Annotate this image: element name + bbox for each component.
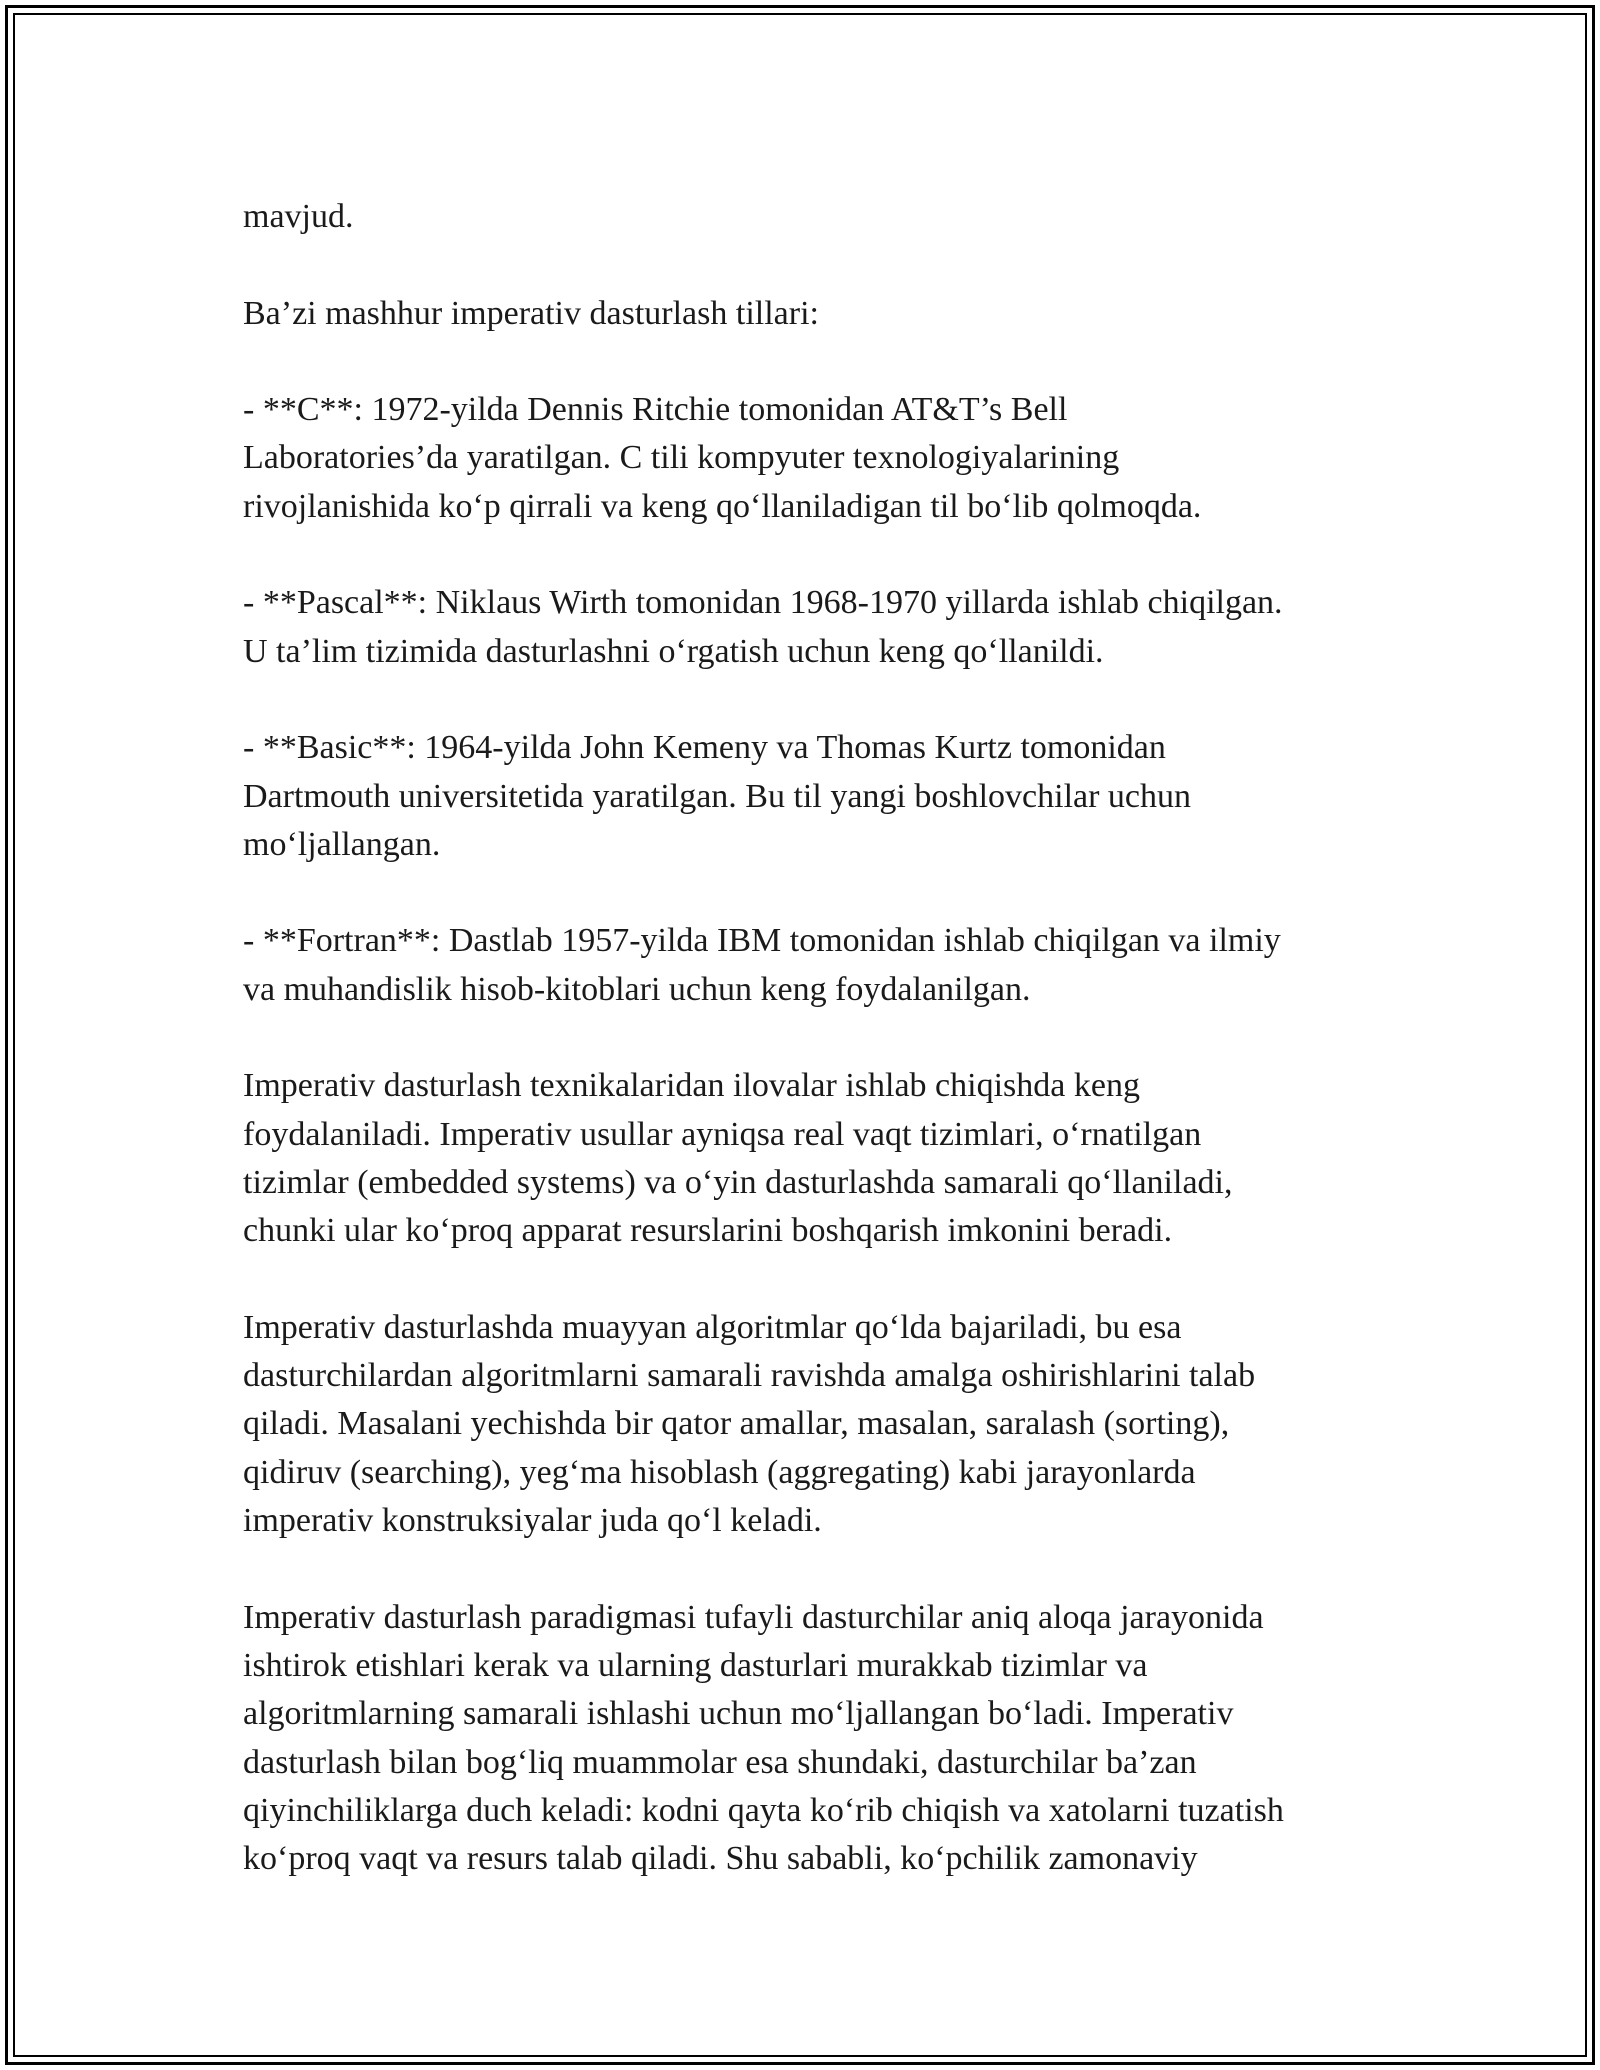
- text-line: - **Fortran**: Dastlab 1957-yilda IBM tomonidan ishlab chiqilgan va ilmiy: [243, 922, 1281, 960]
- text-line: qiladi. Masalani yechishda bir qator amallar, masalan, saralash (sorting),: [243, 1405, 1230, 1443]
- text-line: dasturchilardan algoritmlarni samarali ravishda amalga oshirishlarini talab: [243, 1357, 1256, 1395]
- text-line: qidiruv (searching), yeg‘ma hisoblash (aggregating) kabi jarayonlarda: [243, 1453, 1196, 1491]
- paragraph: [243, 1062, 1403, 1255]
- text-line: ko‘proq vaqt va resurs talab qiladi. Shu sababli, ko‘pchilik zamonaviy: [243, 1840, 1198, 1878]
- text-line: foydalaniladi. Imperativ usullar ayniqsa real vaqt tizimlari, o‘rnatilgan: [243, 1115, 1202, 1153]
- text-line: - **Pascal**: Niklaus Wirth tomonidan 1968-1970 yillarda ishlab chiqilgan.: [243, 584, 1283, 622]
- text-line: Ba’zi mashhur imperativ dasturlash tillari:: [243, 294, 819, 332]
- paragraph: [243, 1304, 1403, 1545]
- text-line: Imperativ dasturlash paradigmasi tufayli dasturchilar aniq aloqa jarayonida: [243, 1598, 1264, 1636]
- paragraph: [243, 579, 1403, 676]
- document-body: [243, 193, 1403, 1932]
- text-line: qiyinchiliklarga duch keladi: kodni qayta ko‘rib chiqish va xatolarni tuzatish: [243, 1791, 1284, 1829]
- text-line: rivojlanishida ko‘p qirrali va keng qo‘llaniladigan til bo‘lib qolmoqda.: [243, 487, 1202, 525]
- paragraph: [243, 724, 1403, 869]
- text-line: tizimlar (embedded systems) va o‘yin dasturlashda samarali qo‘llaniladi,: [243, 1163, 1233, 1201]
- paragraph: [243, 290, 1403, 338]
- text-line: - **Basic**: 1964-yilda John Kemeny va Thomas Kurtz tomonidan: [243, 729, 1166, 767]
- paragraph: [243, 1594, 1403, 1884]
- text-line: algoritmlarning samarali ishlashi uchun mo‘ljallangan bo‘ladi. Imperativ: [243, 1695, 1234, 1733]
- text-line: va muhandislik hisob-kitoblari uchun keng foydalanilgan.: [243, 970, 1031, 1008]
- paragraph: [243, 917, 1403, 1014]
- text-line: chunki ular ko‘proq apparat resurslarini boshqarish imkonini beradi.: [243, 1212, 1173, 1250]
- text-line: U ta’lim tizimida dasturlashni o‘rgatish uchun keng qo‘llanildi.: [243, 632, 1104, 670]
- text-line: mavjud.: [243, 198, 354, 235]
- paragraph: [243, 193, 1403, 241]
- text-line: mo‘ljallangan.: [243, 825, 441, 863]
- text-line: ishtirok etishlari kerak va ularning dasturlari murakkab tizimlar va: [243, 1646, 1148, 1684]
- text-line: Laboratories’da yaratilgan. C tili kompyuter texnologiyalarining: [243, 439, 1120, 477]
- text-line: Dartmouth universitetida yaratilgan. Bu til yangi boshlovchilar uchun: [243, 777, 1192, 815]
- paragraph: [243, 386, 1403, 531]
- text-line: - **C**: 1972-yilda Dennis Ritchie tomonidan AT&T’s Bell: [243, 391, 1068, 429]
- page-frame: [5, 5, 1595, 2065]
- text-line: imperativ konstruksiyalar juda qo‘l keladi.: [243, 1502, 822, 1540]
- text-line: Imperativ dasturlashda muayyan algoritmlar qo‘lda bajariladi, bu esa: [243, 1308, 1182, 1346]
- text-line: Imperativ dasturlash texnikalaridan ilovalar ishlab chiqishda keng: [243, 1067, 1140, 1105]
- text-line: dasturlash bilan bog‘liq muammolar esa shundaki, dasturchilar ba’zan: [243, 1743, 1197, 1781]
